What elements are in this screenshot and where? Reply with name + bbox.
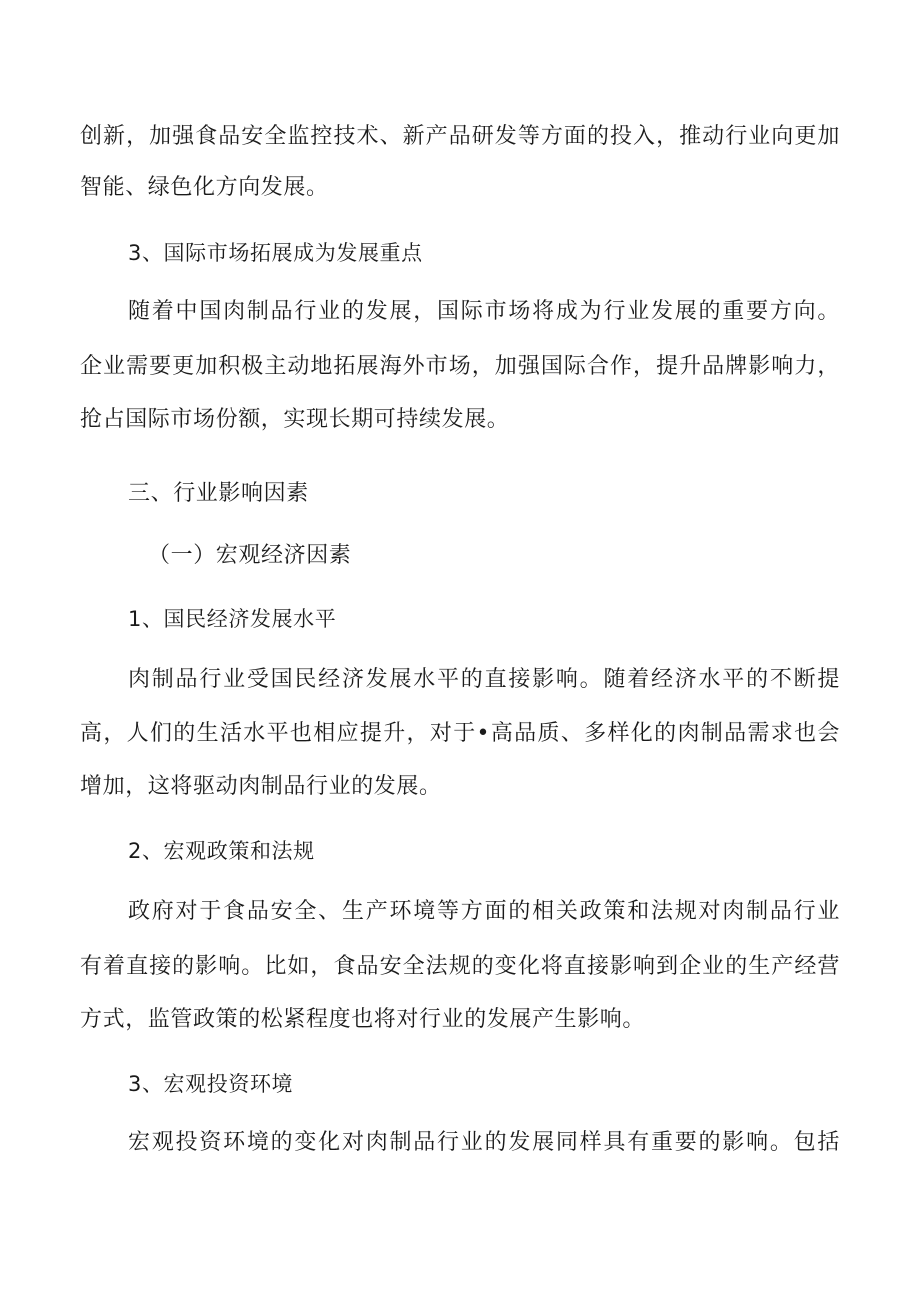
paragraph-1-line-2: 智能、绿色化方向发展。 — [80, 175, 329, 200]
section-title-industry-factors: 三、行业影响因素 — [128, 481, 309, 506]
heading-international-market: 3、国际市场拓展成为发展重点 — [128, 241, 423, 265]
paragraph-3-line-2: 高，人们的生活水平也相应提升，对于•高品质、多样化的肉制品需求也会 — [80, 721, 840, 746]
paragraph-2-line-2: 企业需要更加积极主动地拓展海外市场，加强国际合作，提升品牌影响力， — [80, 354, 840, 379]
paragraph-2-line-3: 抢占国际市场份额，实现长期可持续发展。 — [80, 407, 510, 432]
subsection-title-macro-economy: （一）宏观经济因素 — [148, 543, 352, 568]
paragraph-4-line-3: 方式，监管政策的松紧程度也将对行业的发展产生影响。 — [80, 1007, 646, 1032]
paragraph-3-line-3: 增加，这将驱动肉制品行业的发展。 — [80, 774, 442, 799]
paragraph-4-line-2: 有着直接的影响。比如，食品安全法规的变化将直接影响到企业的生产经营 — [80, 954, 840, 979]
heading-macro-investment: 3、宏观投资环境 — [128, 1072, 294, 1096]
heading-national-economy: 1、国民经济发展水平 — [128, 607, 337, 631]
paragraph-5-line-1: 宏观投资环境的变化对肉制品行业的发展同样具有重要的影响。包括 — [128, 1130, 840, 1155]
paragraph-4-line-1: 政府对于食品安全、生产环境等方面的相关政策和法规对肉制品行业 — [128, 899, 840, 924]
paragraph-1-line-1: 创新，加强食品安全监控技术、新产品研发等方面的投入，推动行业向更加 — [80, 124, 840, 149]
paragraph-3-line-1: 肉制品行业受国民经济发展水平的直接影响。随着经济水平的不断提 — [128, 667, 840, 692]
heading-macro-policy: 2、宏观政策和法规 — [128, 839, 315, 863]
paragraph-2-line-1: 随着中国肉制品行业的发展，国际市场将成为行业发展的重要方向。 — [128, 299, 840, 324]
